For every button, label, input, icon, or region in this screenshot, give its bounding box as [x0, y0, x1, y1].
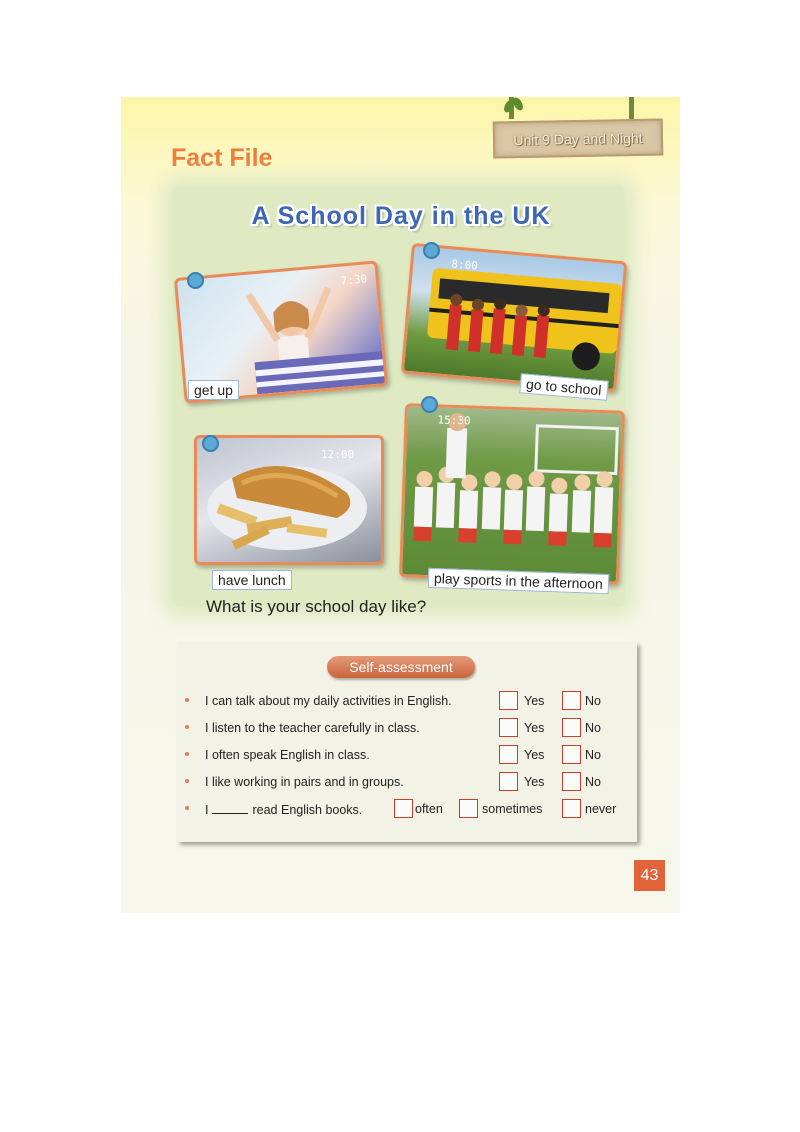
photo-have-lunch — [194, 435, 384, 565]
assessment-row — [121, 721, 680, 743]
yes-checkbox[interactable] — [499, 691, 518, 710]
often-label: often — [415, 802, 443, 816]
pushpin-icon — [421, 396, 438, 413]
textbook-page — [121, 97, 680, 913]
no-label: No — [585, 775, 601, 789]
no-label: No — [585, 694, 601, 708]
assessment-row — [121, 775, 680, 797]
unit-sign: Unit 9 Day and Night — [493, 119, 664, 159]
clock-time: 8:00 — [450, 257, 479, 273]
assessment-row — [121, 802, 680, 824]
assessment-row — [121, 694, 680, 716]
pushpin-icon — [423, 242, 440, 259]
pushpin-icon — [202, 435, 219, 452]
yes-checkbox[interactable] — [499, 745, 518, 764]
assessment-statement: I like working in pairs and in groups. — [205, 775, 404, 789]
photo-go-to-school — [401, 243, 628, 392]
yes-label: Yes — [524, 775, 545, 789]
no-checkbox[interactable] — [562, 745, 581, 764]
often-checkbox[interactable] — [394, 799, 413, 818]
no-checkbox[interactable] — [562, 718, 581, 737]
page-number: 43 — [634, 860, 665, 891]
bullet-icon — [185, 725, 189, 729]
photo-label-play-sports: play sports in the afternoon — [428, 568, 609, 594]
never-label: never — [585, 802, 617, 816]
assessment-statement: I listen to the teacher carefully in class. — [205, 721, 420, 735]
photo-label-get-up: get up — [188, 380, 239, 400]
bullet-icon — [185, 752, 189, 756]
school-bus-illustration — [404, 246, 624, 389]
assessment-row — [121, 748, 680, 770]
bullet-icon — [185, 806, 189, 810]
yes-label: Yes — [524, 748, 545, 762]
pushpin-icon — [187, 272, 204, 289]
sometimes-label: sometimes — [482, 802, 543, 816]
photo-label-go-to-school: go to school — [519, 373, 608, 401]
clock-time: 7:30 — [340, 272, 368, 288]
yes-checkbox[interactable] — [499, 718, 518, 737]
statement-end: read English books. — [252, 803, 363, 817]
assessment-statement: I can talk about my daily activities in English. — [205, 694, 452, 708]
sometimes-checkbox[interactable] — [459, 799, 478, 818]
question-text: What is your school day like? — [206, 597, 427, 616]
statement-start: I — [205, 803, 209, 817]
never-checkbox[interactable] — [562, 799, 581, 818]
sign-post-right — [629, 97, 634, 119]
no-label: No — [585, 748, 601, 762]
children-football-illustration — [402, 406, 622, 581]
photo-label-have-lunch: have lunch — [212, 570, 292, 590]
photo-play-sports — [399, 403, 625, 585]
bullet-icon — [185, 779, 189, 783]
fill-in-blank[interactable] — [212, 802, 248, 814]
no-checkbox[interactable] — [562, 772, 581, 791]
no-label: No — [585, 721, 601, 735]
clock-time: 12:00 — [321, 448, 355, 461]
no-checkbox[interactable] — [562, 691, 581, 710]
yes-label: Yes — [524, 721, 545, 735]
headline: A School Day in the UK — [251, 202, 551, 230]
self-assessment-title: Self-assessment — [327, 656, 475, 678]
yes-checkbox[interactable] — [499, 772, 518, 791]
section-title: Fact File — [171, 144, 273, 172]
assessment-statement: I often speak English in class. — [205, 748, 370, 762]
clock-time: 15:30 — [437, 413, 471, 428]
assessment-statement — [205, 802, 362, 817]
yes-label: Yes — [524, 694, 545, 708]
bullet-icon — [185, 698, 189, 702]
